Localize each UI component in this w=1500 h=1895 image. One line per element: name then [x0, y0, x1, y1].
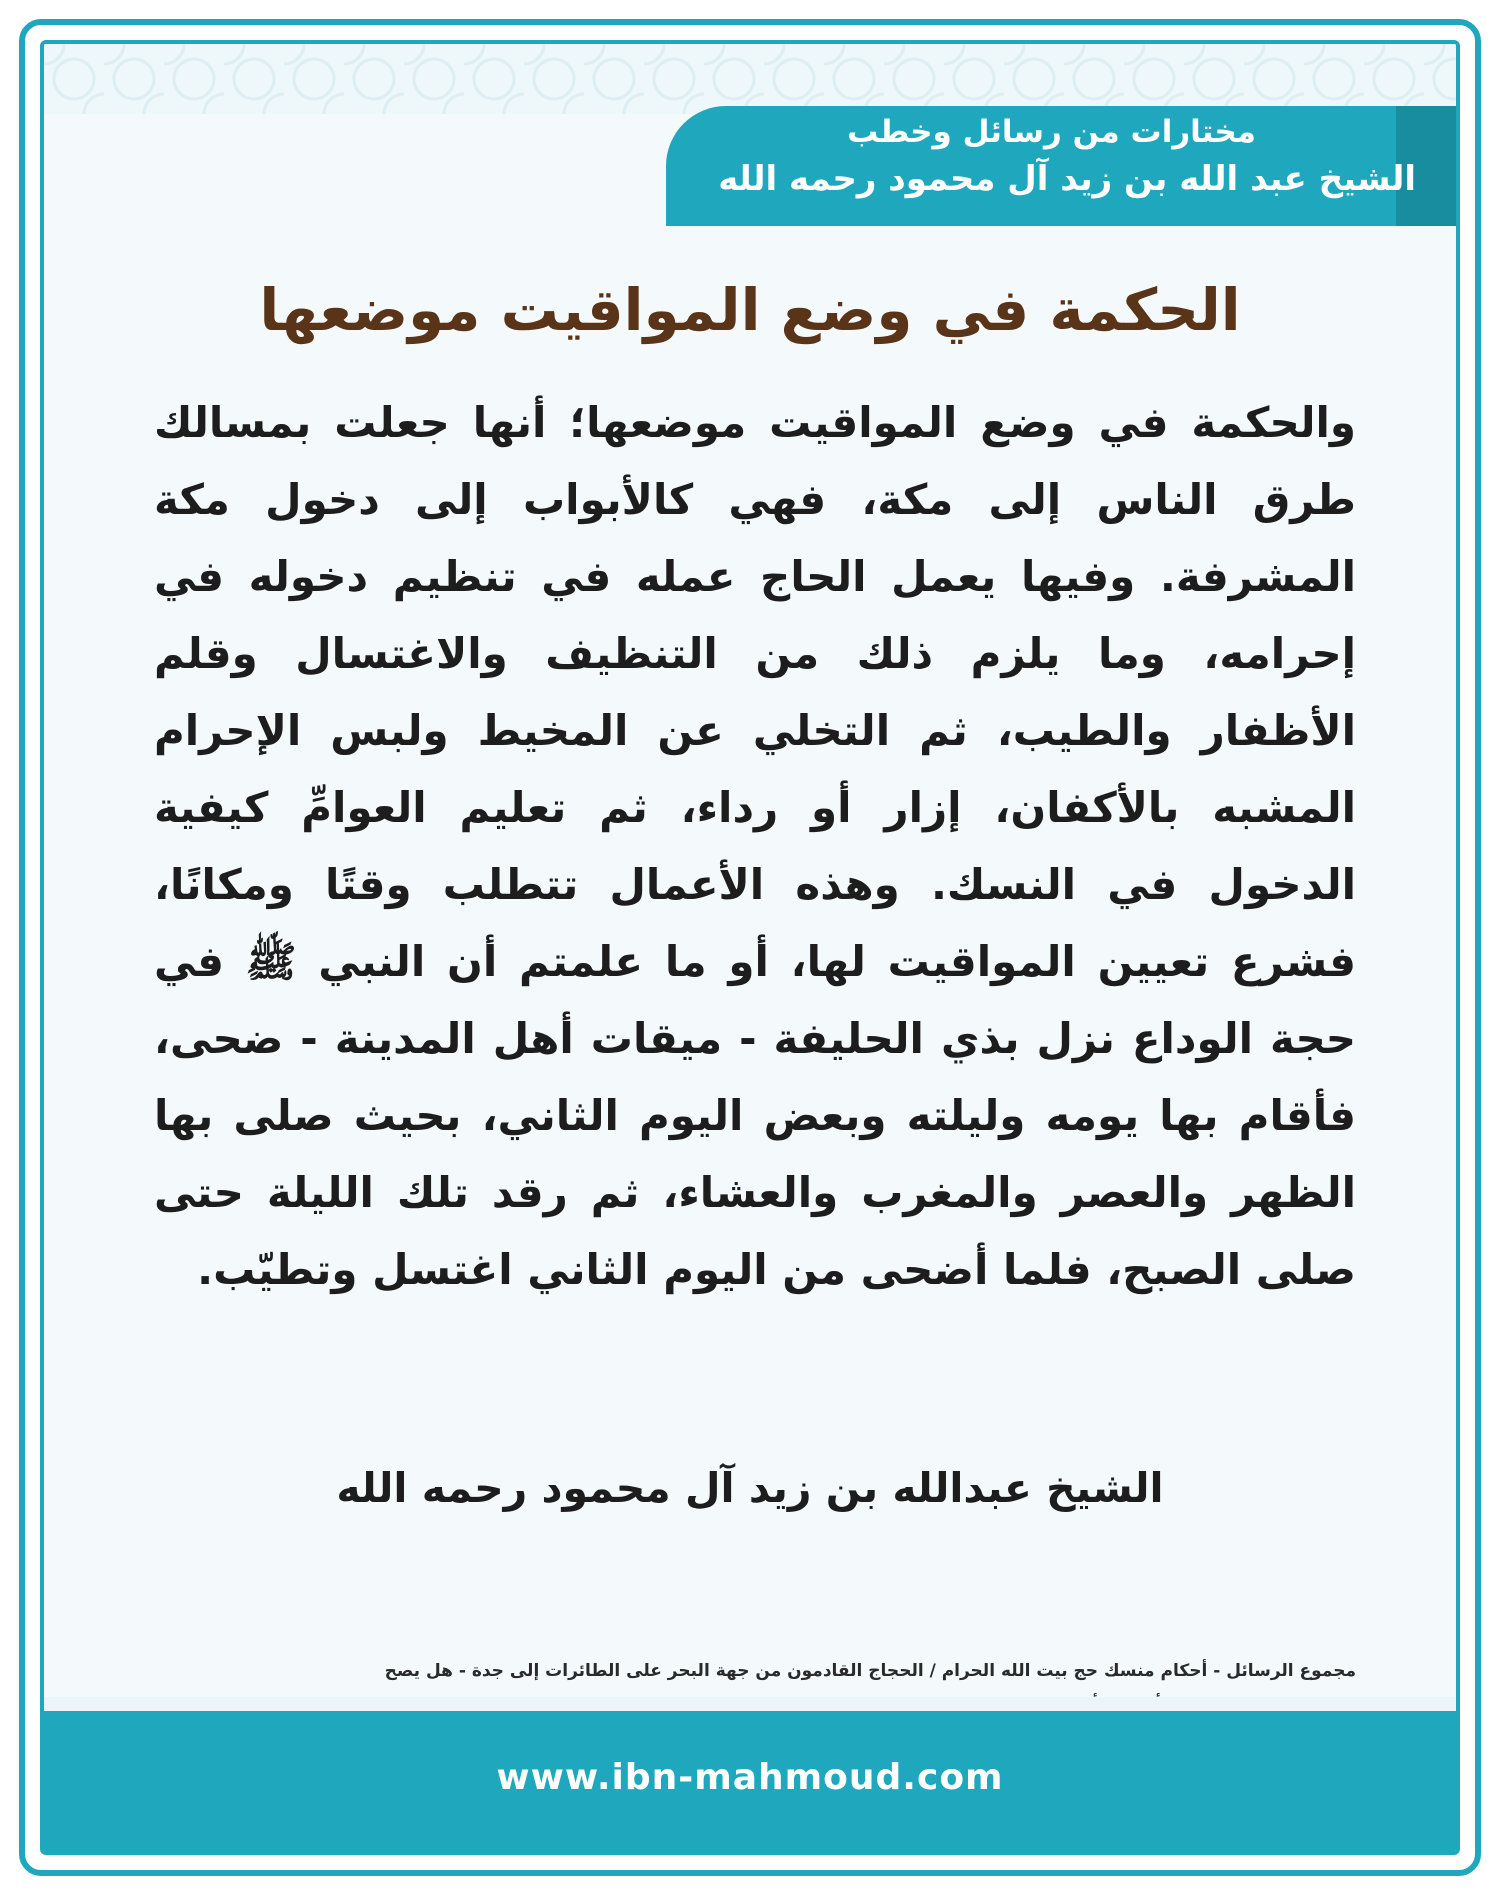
source-reference-line-1: مجموع الرسائل - أحكام منسك حج بيت الله الحرام / الحجاج القادمون من جهة البحر على الطائرات إلى جدة - هل يصح	[384, 1661, 1356, 1681]
body-paragraph: والحكمة في وضع المواقيت موضعها؛ أنها جعلت بمسالك طرق الناس إلى مكة، فهي كالأبواب إلى دخول مكة المشرفة. وفيها يعمل الحاج عمله في تنظيم دخوله في إحرامه، وما يلزم ذلك من التنظيف والاغتسال وقلم الأظفار والطيب، ثم التخلي عن المخيط ولبس الإحرام المشبه بالأكفان، إزار أو رداء، ثم تعليم العوامِّ كيفية الدخول في النسك. وهذه الأعمال تتطلب وقتًا ومكانًا، فشرع تعيين المواقيت لها، أو ما علمتم أن النبي ﷺ في حجة الوداع نزل بذي الحليفة - ميقات أهل المدينة - ضحى، فأقام بها يومه وليلته وبعض اليوم الثاني، بحيث صلى بها الظهر والعصر والمغرب والعشاء، ثم رقد تلك الليلة حتى صلى الصبح، فلما أضحى من اليوم الثاني اغتسل وتطيّب.	[154, 398, 1356, 1294]
header-series-title: مختارات من رسائل وخطب	[847, 114, 1256, 150]
decorative-pattern	[44, 44, 1456, 114]
website-link[interactable]: www.ibn-mahmoud.com	[496, 1757, 1004, 1798]
footer-band	[44, 1697, 1456, 1851]
author-signature: الشيخ عبدالله بن زيد آل محمود رحمه الله	[336, 1464, 1164, 1512]
page-title: الحكمة في وضع المواقيت موضعها	[259, 276, 1241, 344]
inner-frame	[40, 40, 1460, 1855]
header-author-name: الشيخ عبد الله بن زيد آل محمود رحمه الله	[718, 159, 1416, 199]
